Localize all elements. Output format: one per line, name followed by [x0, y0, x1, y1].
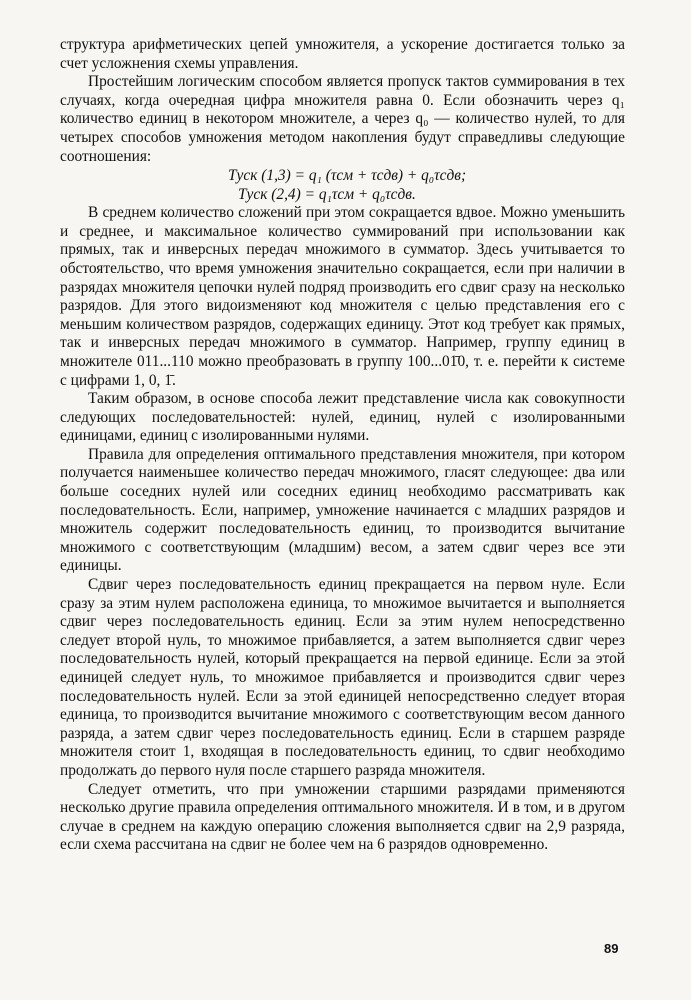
formula-methods-2-4: Tуск (2,4) = q₁τсм + q₀τсдв.: [238, 186, 416, 204]
paragraph-conclusion: Следует отметить, что при умножении старшими разрядами применяются несколько другие правила определения оптимального множителя. И в том, и в другом случае в среднем на каждую операцию сложения выполняется сдвиг на 2,9 разряда, если схема рассчитана на сдвиг не более чем на 6 разрядов одновременно.: [60, 780, 625, 854]
page-number: 89: [604, 941, 619, 956]
formula-methods-1-3: Tуск (1,3) = q₁ (τсм + τсдв) + q₀τсдв;: [228, 167, 467, 185]
paragraph-optimal-rules: Правила для определения оптимального представления множителя, при котором получается наименьшее количество передач множимого, гласят следующее: два или больше соседних нулей или соседних единиц необходимо рассматривать как последовательность. Если, например, умножение начинается с младших разрядов и множитель содержит последовательность единиц, то производится вычитание множимого с соответствующим (младшим) весом, а затем сдвиг через все эти единицы.: [60, 445, 625, 575]
paragraph-sequences: Таким образом, в основе способа лежит представление числа как совокупности следующих последовательностей: нулей, единиц, нулей с изолированными единицами, единиц с изолированными нулями.: [60, 390, 625, 445]
body-text: [60, 36, 625, 855]
paragraph-skip-cycles: Простейшим логическим способом является пропуск тактов суммирования в тех случаях, когда очередная цифра множителя равна 0. Если обозначить через q₁ количество единиц в некотором множителе, а через q₀ — количество нулей, то для четырех способов умножения методом накопления будут справедливы следующие соотношения:: [60, 73, 625, 165]
paragraph-shift-rules: Сдвиг через последовательность единиц прекращается на первом нуле. Если сразу за этим нулем расположена единица, то множимое вычитается и выполняется сдвиг через последовательность единиц. Если за этим нулем непосредственно следует второй нуль, то множимое прибавляется, а затем выполняется сдвиг через последовательность нулей, который прекращается на первой единице. Если за этой единицей следует нуль, то множимое прибавляется и производится сдвиг через последовательность нулей. Если за этой единицей непосредственно следует вторая единица, то производится вычитание множимого с соответствующим весом данного разряда, а затем сдвиг через последовательность единиц. Если в старшем разряде множителя стоит 1, входящая в последовательность единиц, то сдвиг необходимо продолжать до первого нуля после старшего разряда множителя.: [60, 576, 625, 779]
paragraph-average-reduction: В среднем количество сложений при этом сокращается вдвое. Можно уменьшить и среднее, и максимальное количество суммирований при использовании как прямых, так и инверсных передач множимого в сумматор. Здесь учитывается то обстоятельство, что время умножения значительно сокращается, если при наличии в разрядах множителя цепочки нулей подряд производить его сдвиг сразу на несколько разрядов. Для этого видоизменяют код множителя с целью представления его с меньшим количеством разрядов, содержащих единицу. Этот код требует как прямых, так и инверсных передач множимого в сумматор. Например, группу единиц в множителе 011...110 можно преобразовать в группу 100...01̄0, т. е. перейти к системе с цифрами 1, 0, 1̄.: [60, 204, 625, 389]
paragraph-continuation: структура арифметических цепей умножителя, а ускорение достигается только за счет усложнения схемы управления.: [60, 36, 625, 72]
